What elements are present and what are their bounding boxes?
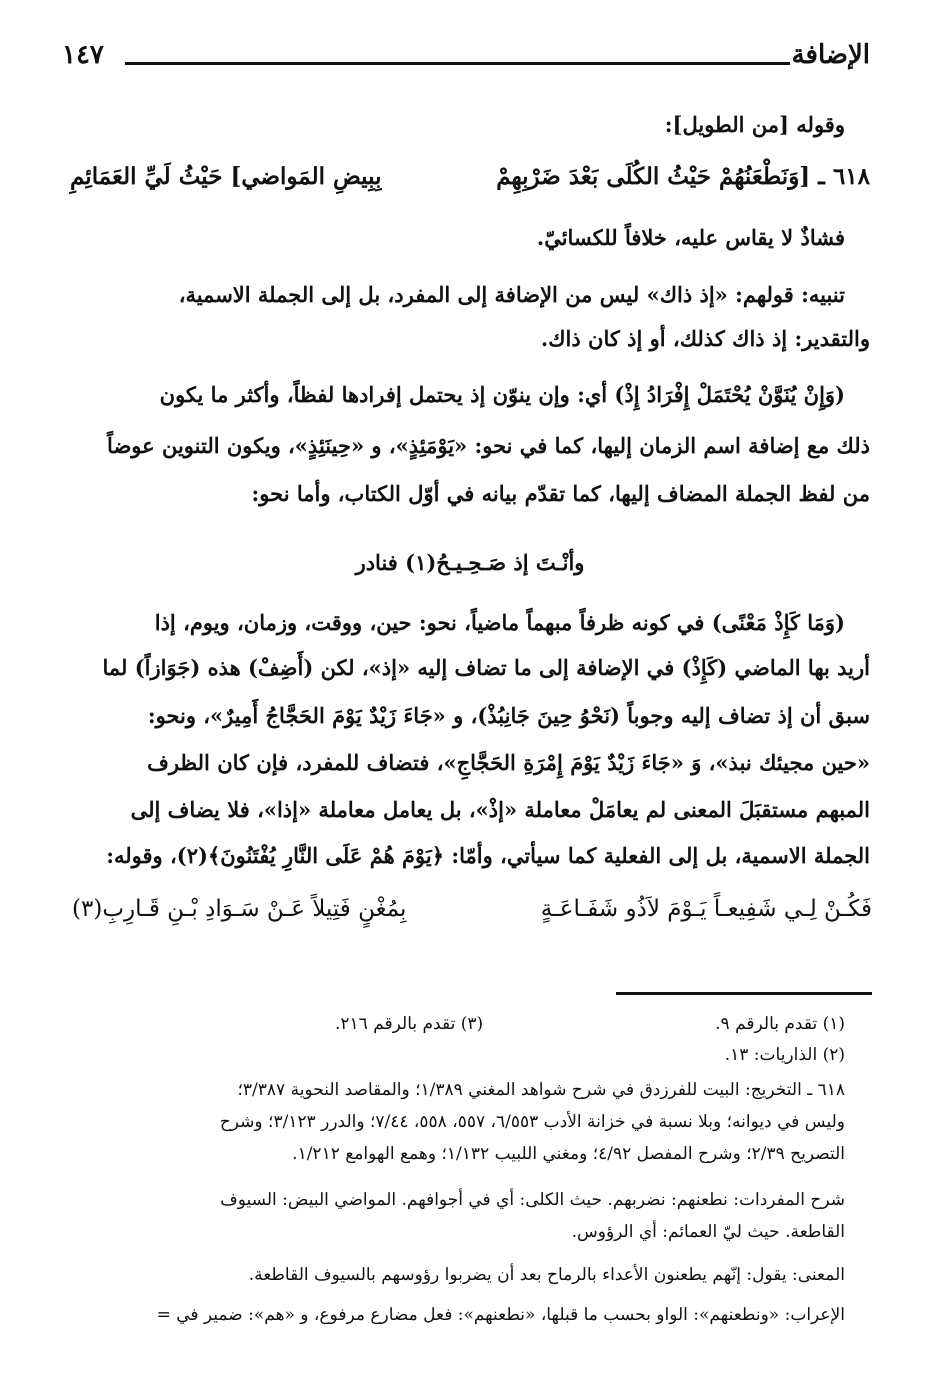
takhrij-line: التصريح ٢/٣٩؛ وشرح المفصل ٤/٩٢؛ ومغني اللبيب ١/١٣٢؛ وهمع الهوامع ١/٢١٢. — [292, 1144, 845, 1164]
half-verse-quote: وأنْـتَ إذ صَـحِـيـحُ(١) فنادر — [355, 550, 585, 575]
verse-618-first-hemistich: ٦١٨ ـ [وَنَطْعَنُهُمْ حَيْثُ الكُلَى بَعْدَ ضَرْبِهِمْ — [496, 163, 870, 190]
paragraph-line: المبهم مستقبَلَ المعنى لم يعامَلْ معاملة «إذْ»، بل يعامل معاملة «إذا»، فلا يضاف إلى — [130, 797, 870, 822]
vocabulary-line: القاطعة. حيث ليّ العمائم: أي الرؤوس. — [571, 1222, 845, 1242]
paragraph-line: «حين مجيئك نبذ»، وَ «جَاءَ زَيْدٌ يَوْمَ إِمْرَةِ الحَجَّاجِ»، فتضاف للمفرد، فإن كان الظرف — [147, 750, 870, 775]
intro-line: وقوله [من الطويل]: — [664, 112, 845, 137]
paragraph-line: (وَمَا كَإِذْ مَعْنًى) في كونه ظرفاً مبهماً ماضياً، نحو: حين، ووقت، وزمان، ويوم، إذا — [154, 610, 845, 635]
paragraph-line: فشاذٌ لا يقاس عليه، خلافاً للكسائيّ. — [536, 225, 845, 250]
verse-second-hemistich: بِمُغْنٍ فَتِيلاً عَـنْ سَـوَادِ بْـنِ قَـارِبِ(٣) — [72, 896, 407, 922]
header-rule — [125, 62, 790, 65]
verse-618-second-hemistich: بِبِيضِ المَواضي] حَيْثُ لَيِّ العَمَائِمِ — [70, 163, 382, 190]
paragraph-line: سبق أن إذ تضاف إليه وجوباً (نَحْوُ حِينَ جَانِبُذْ)، و «جَاءَ زَيْدٌ يَوْمَ الحَجَّاجُ أَمِيرٌ»، ونحو: — [147, 703, 870, 728]
verse-first-hemistich: فَكُـنْ لِـي شَفِيعـاً يَـوْمَ لاَذُو شَفَـاعَـةٍ — [540, 896, 872, 922]
footnote-3: (٣) تقدم بالرقم ٢١٦. — [335, 1014, 484, 1034]
parsing-line: الإعراب: «ونطعنهم»: الواو بحسب ما قبلها، «نطعنهم»: فعل مضارع مرفوع، و «هم»: ضمير في = — [156, 1305, 845, 1325]
paragraph-line: الجملة الاسمية، بل إلى الفعلية كما سيأتي، وأمّا: ﴿يَوْمَ هُمْ عَلَى النَّارِ يُفْتَنُونَ﴾(٢)، وقوله: — [106, 843, 870, 868]
paragraph-line: أريد بها الماضي (كَإِذْ) في الإضافة إلى ما تضاف إليه «إذ»، لكن (أَضِفْ) هذه (جَوَازاً) لما — [102, 655, 870, 680]
vocabulary-line: شرح المفردات: نطعنهم: نضربهم. حيث الكلى: أي في أجوافهم. المواضي البيض: السيوف — [220, 1190, 845, 1210]
running-header-title: الإضافة — [791, 40, 870, 70]
paragraph-line: (وَإِنْ يُنَوَّنْ يُحْتَمَلْ إِفْرَادُ إِذْ) أي: وإن ينوّن إذ يحتمل إفرادها لفظاً، وأكثر ما يكون — [159, 382, 845, 407]
paragraph-line: تنبيه: قولهم: «إذ ذاك» ليس من الإضافة إلى المفرد، بل إلى الجملة الاسمية، — [178, 282, 845, 307]
paragraph-line: من لفظ الجملة المضاف إليها، كما تقدّم بيانه في أوّل الكتاب، وأما نحو: — [251, 481, 870, 506]
takhrij-line: وليس في ديوانه؛ وبلا نسبة في خزانة الأدب ٦/٥٥٣، ٥٥٧، ٥٥٨، ٧/٤٤؛ والدرر ٣/١٢٣؛ وشرح — [219, 1112, 845, 1132]
page-number: ١٤٧ — [62, 40, 104, 70]
takhrij-line: ٦١٨ ـ التخريج: البيت للفرزدق في شرح شواهد المغني ١/٣٨٩؛ والمقاصد النحوية ٣/٣٨٧؛ — [237, 1080, 845, 1100]
footnote-2: (٢) الذاريات: ١٣. — [724, 1045, 845, 1065]
paragraph-line: والتقدير: إذ ذاك كذلك، أو إذ كان ذاك. — [540, 326, 870, 351]
footnote-1: (١) تقدم بالرقم ٩. — [715, 1014, 845, 1034]
meaning-line: المعنى: يقول: إنّهم يطعنون الأعداء بالرماح بعد أن يضربوا رؤوسهم بالسيوف القاطعة. — [248, 1265, 845, 1285]
footnote-rule — [616, 992, 872, 995]
paragraph-line: ذلك مع إضافة اسم الزمان إليها، كما في نحو: «يَوْمَئِذٍ»، و «حِينَئِذٍ»، ويكون التنوين عوضاً — [107, 433, 870, 458]
